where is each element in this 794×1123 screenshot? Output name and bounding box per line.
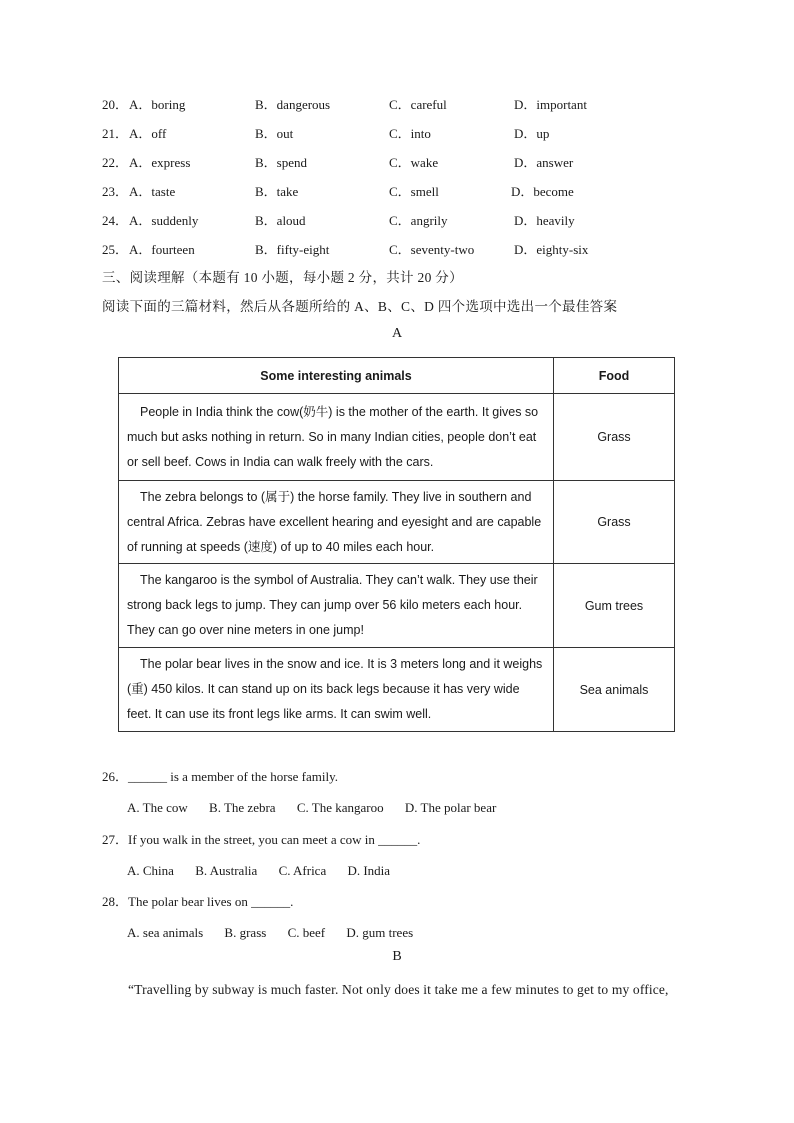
animal-food: Grass [554, 481, 675, 564]
option-b[interactable]: B. grass [224, 925, 267, 940]
choice-row [0, 95, 700, 115]
table-row [119, 564, 675, 648]
animal-description: The zebra belongs to (属于) the horse family. They live in southern and central Africa. Zebras have excellent hearing and eyesight and are capable of running at speeds (速度) of up to 40 miles each hour. [119, 481, 554, 564]
choice-row [0, 124, 700, 144]
option-b[interactable]: B. The zebra [209, 800, 276, 815]
animal-description: People in India think the cow(奶牛) is the mother of the earth. It gives so much but asks nothing in return. So in many Indian cities, people don’t eat or sell beef. Cows in India can walk freely with the cars. [119, 394, 554, 481]
question-number: 23． [102, 184, 129, 199]
animal-description: The kangaroo is the symbol of Australia. They can’t walk. They use their strong back legs to jump. They can jump over 56 kilo meters each hour. They can go over nine meters in one jump! [119, 564, 554, 648]
table-row [119, 481, 675, 564]
option-d[interactable]: D．eighty-six [514, 242, 589, 257]
animal-description: The polar bear lives in the snow and ice. It is 3 meters long and it weighs (重) 450 kilos. It can stand up on its back legs because it has very wide feet. It can use its front legs like arms. It can swim well. [119, 648, 554, 732]
passage-b-label: B [392, 949, 402, 964]
choice-row [0, 153, 700, 173]
choice-row [0, 211, 700, 231]
animal-food: Sea animals [554, 648, 675, 732]
option-a[interactable]: A．off [129, 126, 167, 141]
option-a[interactable]: A. The cow [127, 800, 188, 815]
section-instructions: 阅读下面的三篇材料，然后从各题所给的 A、B、C、D 四个选项中选出一个最佳答案 [102, 299, 618, 314]
option-d[interactable]: D．become [511, 184, 574, 199]
section-title: 三、阅读理解（本题有 10 小题，每小题 2 分，共计 20 分） [102, 270, 463, 285]
question-number: 22． [102, 155, 129, 170]
option-b[interactable]: B．fifty-eight [255, 242, 330, 257]
option-c[interactable]: C．careful [389, 97, 447, 112]
table-header-food: Food [554, 358, 675, 394]
option-b[interactable]: B．take [255, 184, 299, 199]
question-number: 20． [102, 97, 129, 112]
option-c[interactable]: C. The kangaroo [296, 800, 384, 815]
option-c[interactable]: C. beef [287, 925, 326, 940]
question-27-options [127, 861, 408, 881]
question-28-options [127, 923, 431, 943]
table-header-animals: Some interesting animals [119, 358, 554, 394]
option-d[interactable]: D．answer [514, 155, 574, 170]
option-a[interactable]: A．express [129, 155, 191, 170]
option-b[interactable]: B．aloud [255, 213, 306, 228]
option-c[interactable]: C．wake [389, 155, 439, 170]
option-a[interactable]: A．suddenly [129, 213, 199, 228]
option-b[interactable]: B．out [255, 126, 294, 141]
table-header-row [119, 358, 675, 394]
choice-row [0, 240, 700, 260]
question-28-stem: 28．The polar bear lives on ______. [102, 894, 294, 909]
choice-row [0, 182, 700, 202]
option-d[interactable]: D. The polar bear [404, 800, 497, 815]
question-number: 24． [102, 213, 129, 228]
option-a[interactable]: A．boring [129, 97, 186, 112]
option-d[interactable]: D. gum trees [346, 925, 414, 940]
option-b[interactable]: B. Australia [195, 863, 258, 878]
option-a[interactable]: A．fourteen [129, 242, 195, 257]
table-row [119, 394, 675, 481]
option-b[interactable]: B．dangerous [255, 97, 331, 112]
option-d[interactable]: D．important [514, 97, 587, 112]
passage-a-label: A [391, 326, 403, 341]
option-a[interactable]: A. sea animals [127, 925, 204, 940]
option-c[interactable]: C．angrily [389, 213, 448, 228]
animals-table [118, 357, 675, 732]
question-26-options [127, 798, 514, 818]
option-b[interactable]: B．spend [255, 155, 308, 170]
table-row [119, 648, 675, 732]
option-c[interactable]: C．seventy-two [389, 242, 475, 257]
question-number: 25． [102, 242, 129, 257]
passage-b-text: “Travelling by subway is much faster. Not only does it take me a few minutes to get to my office, [128, 982, 669, 997]
option-a[interactable]: A. China [127, 863, 174, 878]
option-c[interactable]: C．smell [389, 184, 439, 199]
question-26-stem: 26．______ is a member of the horse family. [102, 769, 338, 784]
animal-food: Grass [554, 394, 675, 481]
option-c[interactable]: C. Africa [278, 863, 327, 878]
option-c[interactable]: C．into [389, 126, 431, 141]
option-a[interactable]: A．taste [129, 184, 176, 199]
question-27-stem: 27．If you walk in the street, you can meet a cow in ______. [102, 832, 421, 847]
animal-food: Gum trees [554, 564, 675, 648]
question-number: 21． [102, 126, 129, 141]
option-d[interactable]: D. India [347, 863, 391, 878]
option-d[interactable]: D．heavily [514, 213, 575, 228]
option-d[interactable]: D．up [514, 126, 550, 141]
